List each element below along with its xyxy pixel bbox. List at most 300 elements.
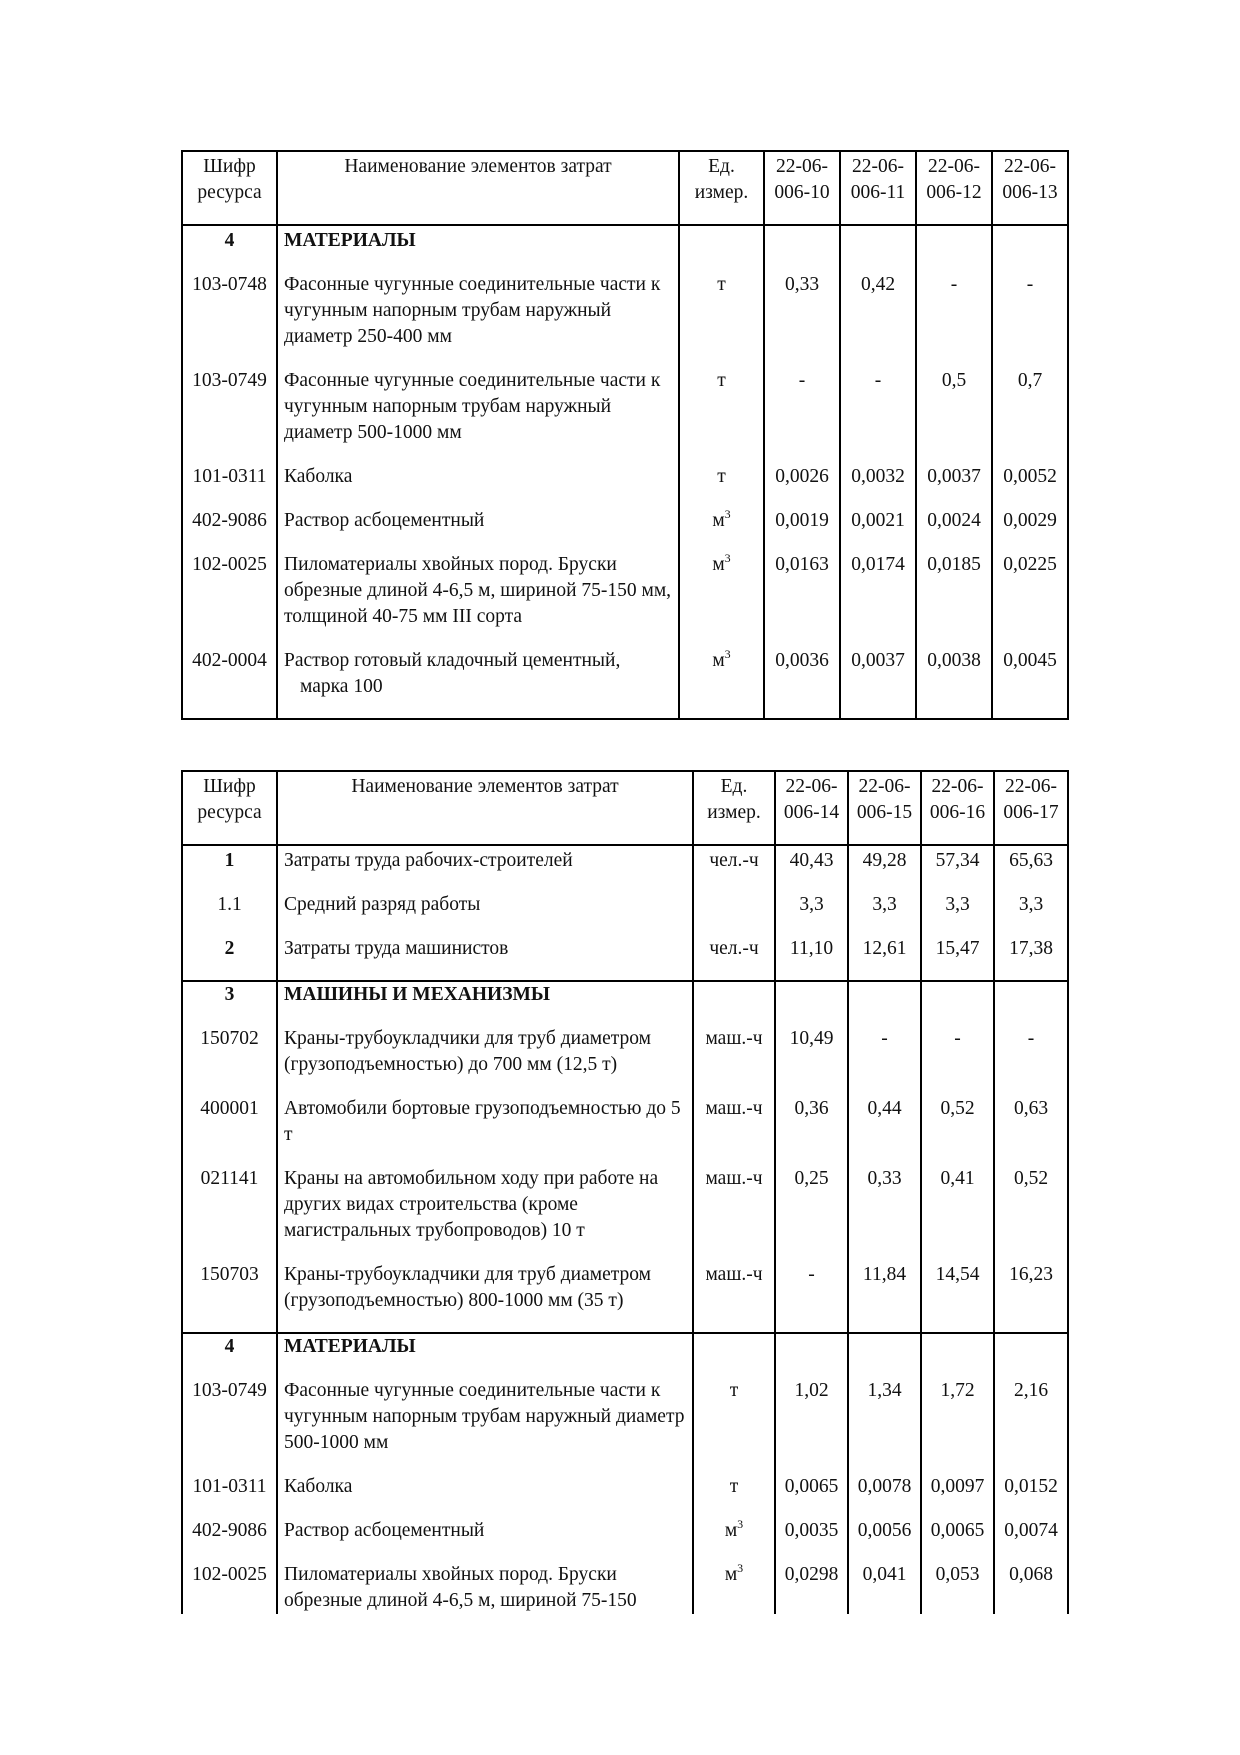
resource-code-text: 402-0004: [192, 650, 267, 671]
resource-code-text: 102-0025: [192, 554, 267, 575]
resource-name-text: Затраты труда машинистов: [284, 938, 509, 959]
header-row: [182, 151, 1068, 225]
norm-value-text: 12,61: [862, 938, 907, 959]
norm-value-text: 0,0056: [857, 1520, 912, 1541]
norm-value-text: -: [1027, 1028, 1035, 1049]
norm-value: [921, 892, 994, 936]
norm-value: [775, 1333, 848, 1378]
norm-value: [994, 1378, 1068, 1474]
norm-value-text: 16,23: [1009, 1264, 1053, 1285]
norm-value: [994, 892, 1068, 936]
resource-name: [277, 1026, 693, 1096]
norm-value: [916, 368, 992, 464]
norm-value: [992, 272, 1068, 368]
norm-value-text: 10,49: [789, 1028, 834, 1049]
norm-value-text: 0,0225: [1003, 554, 1057, 575]
resource-code: [182, 1562, 277, 1614]
norm-value-text: 0,0078: [857, 1476, 912, 1497]
unit-text: м: [712, 554, 725, 575]
resource-code: [182, 892, 277, 936]
norm-value: [775, 1026, 848, 1096]
resource-name-continued: марка 100: [300, 676, 383, 697]
resource-name: [277, 1166, 693, 1262]
resource-code-text: 101-0311: [192, 466, 267, 487]
resource-name-text: Фасонные чугунные соединительные части к чугунным напорным трубам наружный диаметр 500-1000 мм: [284, 370, 661, 443]
resource-code-text: 402-9086: [192, 1520, 267, 1541]
resource-name: [277, 552, 679, 648]
unit: [693, 1474, 775, 1518]
unit: [693, 1378, 775, 1474]
resource-code: [182, 648, 277, 719]
unit: [693, 845, 775, 892]
resource-name: [277, 845, 693, 892]
unit-text: м: [712, 650, 725, 671]
norm-value-text: -: [954, 1028, 961, 1049]
norm-value-text: 0,52: [940, 1098, 975, 1119]
table-body: [182, 225, 1068, 719]
unit: [693, 936, 775, 981]
resource-name-text: Краны-трубоукладчики для труб диаметром (грузоподъемностью) 800-1000 мм (35 т): [284, 1264, 651, 1311]
table-row: [182, 1026, 1068, 1096]
header-row: [182, 771, 1068, 845]
norm-value: [921, 1378, 994, 1474]
norm-value-text: 0,0021: [851, 510, 905, 531]
norm-value-text: 0,44: [867, 1098, 902, 1119]
norm-value: [992, 464, 1068, 508]
norm-value-text: 3,3: [799, 894, 824, 915]
table-row: [182, 1474, 1068, 1518]
table-row: [182, 648, 1068, 719]
norm-value-text: 3,3: [1018, 894, 1044, 915]
resource-name: [277, 1378, 693, 1474]
norm-value: [775, 1262, 848, 1333]
unit: [679, 508, 764, 552]
norm-value-text: 0,0152: [1004, 1476, 1058, 1497]
norm-value-text: -: [881, 1028, 888, 1049]
resource-code: [182, 508, 277, 552]
resource-code-text: 103-0749: [192, 370, 267, 391]
norm-value-text: -: [808, 1264, 815, 1285]
norm-value: [921, 1026, 994, 1096]
resource-code-text: 3: [224, 984, 235, 1005]
resource-name-text: Раствор готовый кладочный цементный,: [284, 650, 621, 671]
resource-code: [182, 936, 277, 981]
norm-value-text: 0,0026: [775, 466, 829, 487]
unit-text: т: [729, 1476, 739, 1497]
unit: [679, 368, 764, 464]
table-row: [182, 1562, 1068, 1614]
norm-value: [992, 552, 1068, 648]
resource-name-text: Пиломатериалы хвойных пород. Бруски обрезные длиной 4-6,5 м, шириной 75-150: [284, 1564, 637, 1611]
norm-value-text: 11,10: [789, 938, 834, 959]
norm-value-text: 0,0065: [784, 1476, 839, 1497]
norm-value-text: 0,42: [860, 274, 896, 295]
norm-value: [994, 1096, 1068, 1166]
norm-value: [992, 368, 1068, 464]
norm-value: [764, 464, 840, 508]
resource-name-text: Затраты труда рабочих-строителей: [284, 850, 573, 871]
norm-value-text: 0,7: [1017, 370, 1043, 391]
header-norm-code: 22-06-006-17: [994, 771, 1068, 845]
norm-value: [916, 225, 992, 272]
unit: [693, 1518, 775, 1562]
resource-name: [277, 464, 679, 508]
norm-value-text: 0,0298: [784, 1564, 839, 1585]
resource-code: [182, 225, 277, 272]
resource-name: [277, 1333, 693, 1378]
table-row: [182, 1096, 1068, 1166]
resource-code-text: 103-0748: [192, 274, 267, 295]
norm-value: [775, 845, 848, 892]
resource-name: [277, 981, 693, 1026]
norm-value: [992, 508, 1068, 552]
resource-name: [277, 508, 679, 552]
resource-code-text: 2: [224, 938, 235, 959]
norm-value: [764, 368, 840, 464]
norm-value-text: 0,0036: [775, 650, 829, 671]
norm-value: [916, 508, 992, 552]
table-row: [182, 1518, 1068, 1562]
norm-value: [775, 936, 848, 981]
resource-name: [277, 892, 693, 936]
resource-name-text: Краны-трубоукладчики для труб диаметром (грузоподъемностью) до 700 мм (12,5 т): [284, 1028, 651, 1075]
norm-value: [775, 892, 848, 936]
norm-value-text: 17,38: [1009, 938, 1053, 959]
resource-code: [182, 1333, 277, 1378]
resource-name-text: Раствор асбоцементный: [284, 510, 485, 531]
norm-value-text: 0,0024: [927, 510, 981, 531]
norm-value: [840, 225, 916, 272]
norm-value: [921, 936, 994, 981]
resource-name-text: Раствор асбоцементный: [284, 1520, 485, 1541]
resource-name: [277, 368, 679, 464]
norm-value: [921, 1562, 994, 1614]
norm-value: [840, 508, 916, 552]
norm-value-text: 0,0035: [784, 1520, 839, 1541]
norm-value-text: 1,34: [867, 1380, 902, 1401]
unit: [679, 464, 764, 508]
unit-text: чел.-ч: [709, 938, 759, 959]
resource-code: [182, 1166, 277, 1262]
resource-name: [277, 936, 693, 981]
unit: [693, 1562, 775, 1614]
resource-name: [277, 1096, 693, 1166]
norm-value: [994, 936, 1068, 981]
unit: [693, 1026, 775, 1096]
norm-value: [992, 225, 1068, 272]
norm-value: [775, 1562, 848, 1614]
resource-code: [182, 1026, 277, 1096]
resource-code: [182, 1262, 277, 1333]
unit-text: м: [724, 1564, 738, 1585]
resource-name: [277, 1518, 693, 1562]
norm-value: [764, 508, 840, 552]
resource-name-text: Каболка: [284, 1476, 353, 1497]
resource-code-text: 101-0311: [192, 1476, 267, 1497]
norm-value: [848, 1262, 921, 1333]
resource-name-text: Фасонные чугунные соединительные части к чугунным напорным трубам наружный диаметр 500-1000 мм: [284, 1380, 685, 1453]
norm-value: [916, 552, 992, 648]
norm-value-text: 0,041: [862, 1564, 907, 1585]
resource-name-text: Пиломатериалы хвойных пород. Бруски обрезные длиной 4-6,5 м, шириной 75-150 мм, толщиной 40-75 мм III сорта: [284, 554, 672, 627]
norm-value-text: 0,0038: [927, 650, 981, 671]
norm-value: [775, 1096, 848, 1166]
norm-value: [921, 1333, 994, 1378]
norm-value-text: 0,0052: [1003, 466, 1057, 487]
resource-name: [277, 1562, 693, 1614]
norm-value: [775, 981, 848, 1026]
unit-text: т: [717, 466, 726, 487]
norm-value: [921, 1166, 994, 1262]
resource-code-text: 4: [224, 1336, 235, 1357]
resource-code-text: 1.1: [217, 894, 242, 915]
norm-value-text: 0,0163: [775, 554, 829, 575]
resource-code-text: 021141: [200, 1168, 259, 1189]
norm-value: [994, 981, 1068, 1026]
unit-superscript: 3: [737, 1517, 744, 1531]
unit-text: т: [717, 370, 726, 391]
norm-value: [848, 892, 921, 936]
norm-value: [764, 225, 840, 272]
unit-text: т: [717, 274, 726, 295]
resource-code: [182, 552, 277, 648]
table-row: [182, 272, 1068, 368]
resource-code-text: 102-0025: [192, 1564, 267, 1585]
norm-value: [992, 648, 1068, 719]
unit: [679, 648, 764, 719]
resource-name: [277, 272, 679, 368]
unit: [693, 981, 775, 1026]
unit: [693, 1096, 775, 1166]
norm-value-text: 0,0032: [851, 466, 905, 487]
norm-value: [994, 1166, 1068, 1262]
resource-name-text: Средний разряд работы: [284, 894, 481, 915]
norm-value-text: 0,0019: [775, 510, 829, 531]
norm-value-text: 0,0037: [927, 466, 981, 487]
table-row: [182, 552, 1068, 648]
norm-value: [921, 845, 994, 892]
table-row: [182, 981, 1068, 1026]
norm-value-text: 1,72: [940, 1380, 975, 1401]
norm-value: [775, 1166, 848, 1262]
unit-superscript: 3: [724, 551, 731, 565]
table-row: [182, 464, 1068, 508]
unit-text: чел.-ч: [709, 850, 759, 871]
norm-value-text: 57,34: [935, 850, 980, 871]
unit: [679, 552, 764, 648]
norm-value: [840, 464, 916, 508]
resource-name-text: МАТЕРИАЛЫ: [284, 230, 416, 251]
table-row: [182, 845, 1068, 892]
resource-code-text: 1: [224, 850, 235, 871]
header-code: Шифр ресурса: [182, 151, 277, 225]
norm-value: [921, 1262, 994, 1333]
resource-name: [277, 225, 679, 272]
norm-value-text: 65,63: [1009, 850, 1053, 871]
norm-value: [994, 1262, 1068, 1333]
norm-value: [848, 845, 921, 892]
norm-value-text: -: [798, 370, 806, 391]
header-norm-code: 22-06-006-11: [840, 151, 916, 225]
norm-value: [921, 1518, 994, 1562]
unit-text: маш.-ч: [705, 1264, 763, 1285]
norm-value-text: 40,43: [789, 850, 834, 871]
header-unit: Ед. измер.: [693, 771, 775, 845]
norm-value: [848, 1026, 921, 1096]
table-row: [182, 892, 1068, 936]
resource-name-text: Автомобили бортовые грузоподъемностью до 5 т: [284, 1098, 681, 1145]
norm-value-text: 1,02: [794, 1380, 829, 1401]
norm-value: [916, 648, 992, 719]
norm-value: [848, 1333, 921, 1378]
resource-table-1: [181, 150, 1069, 720]
resource-code: [182, 272, 277, 368]
header-norm-code: 22-06-006-15: [848, 771, 921, 845]
norm-value-text: 0,33: [784, 274, 820, 295]
norm-value-text: -: [874, 370, 882, 391]
resource-code: [182, 1096, 277, 1166]
norm-value-text: 0,0045: [1003, 650, 1057, 671]
norm-value-text: -: [1026, 274, 1034, 295]
table-row: [182, 1378, 1068, 1474]
resource-code-text: 4: [224, 230, 235, 251]
unit-text: маш.-ч: [705, 1168, 763, 1189]
norm-value-text: 0,5: [941, 370, 967, 391]
header-norm-code: 22-06-006-12: [916, 151, 992, 225]
header-norm-code: 22-06-006-14: [775, 771, 848, 845]
resource-name-text: Фасонные чугунные соединительные части к чугунным напорным трубам наружный диаметр 250-400 мм: [284, 274, 661, 347]
table-row: [182, 225, 1068, 272]
unit: [693, 892, 775, 936]
resource-code: [182, 1378, 277, 1474]
norm-value: [994, 1333, 1068, 1378]
table-header: [182, 771, 1068, 845]
resource-name: [277, 1474, 693, 1518]
norm-value: [775, 1378, 848, 1474]
table-row: [182, 1333, 1068, 1378]
header-name: Наименование элементов затрат: [277, 771, 693, 845]
norm-value: [775, 1518, 848, 1562]
resource-name-text: МАТЕРИАЛЫ: [284, 1336, 416, 1357]
norm-value: [840, 552, 916, 648]
norm-value: [994, 1474, 1068, 1518]
unit-text: м: [712, 510, 725, 531]
resource-code: [182, 464, 277, 508]
resource-code-text: 150703: [200, 1264, 259, 1285]
norm-value-text: 0,25: [794, 1168, 829, 1189]
header-norm-code: 22-06-006-16: [921, 771, 994, 845]
norm-value-text: 0,0029: [1003, 510, 1057, 531]
norm-value-text: 14,54: [935, 1264, 980, 1285]
resource-name-text: МАШИНЫ И МЕХАНИЗМЫ: [284, 984, 551, 1005]
norm-value-text: 0,0074: [1004, 1520, 1058, 1541]
norm-value-text: -: [950, 274, 958, 295]
norm-value: [764, 552, 840, 648]
norm-value: [994, 1026, 1068, 1096]
resource-table-2: [181, 770, 1069, 1614]
norm-value: [764, 648, 840, 719]
header-norm-code: 22-06-006-10: [764, 151, 840, 225]
norm-value-text: 0,0185: [927, 554, 981, 575]
resource-code: [182, 845, 277, 892]
norm-value-text: 0,33: [867, 1168, 902, 1189]
resource-code: [182, 981, 277, 1026]
header-unit: Ед. измер.: [679, 151, 764, 225]
norm-value: [921, 981, 994, 1026]
norm-value: [921, 1474, 994, 1518]
norm-value-text: 0,068: [1009, 1564, 1053, 1585]
unit-text: м: [724, 1520, 738, 1541]
resource-code: [182, 368, 277, 464]
resource-code-text: 402-9086: [192, 510, 267, 531]
norm-value-text: 0,63: [1013, 1098, 1049, 1119]
norm-value-text: 0,36: [794, 1098, 829, 1119]
norm-value: [848, 1166, 921, 1262]
unit: [693, 1262, 775, 1333]
header-name: Наименование элементов затрат: [277, 151, 679, 225]
resource-code-text: 400001: [200, 1098, 259, 1119]
norm-value: [916, 272, 992, 368]
resource-name-text: Краны на автомобильном ходу при работе на других видах строительства (кроме магистральных трубопроводов) 10 т: [284, 1168, 659, 1241]
norm-value: [840, 368, 916, 464]
norm-value: [848, 1096, 921, 1166]
header-norm-code: 22-06-006-13: [992, 151, 1068, 225]
norm-value-text: 0,41: [940, 1168, 975, 1189]
norm-value-text: 0,053: [935, 1564, 980, 1585]
table-row: [182, 508, 1068, 552]
table-header: [182, 151, 1068, 225]
unit: [679, 225, 764, 272]
resource-code-text: 150702: [200, 1028, 259, 1049]
norm-value-text: 0,0097: [930, 1476, 985, 1497]
unit-text: маш.-ч: [705, 1028, 763, 1049]
resource-name: [277, 648, 679, 719]
norm-value-text: 3,3: [945, 894, 970, 915]
norm-value-text: 15,47: [935, 938, 980, 959]
norm-value: [848, 1562, 921, 1614]
unit-superscript: 3: [724, 647, 731, 661]
resource-name: [277, 1262, 693, 1333]
norm-value: [848, 936, 921, 981]
unit: [693, 1166, 775, 1262]
table-row: [182, 368, 1068, 464]
norm-value: [921, 1096, 994, 1166]
norm-value: [848, 981, 921, 1026]
norm-value-text: 2,16: [1013, 1380, 1049, 1401]
unit-superscript: 3: [737, 1561, 744, 1575]
norm-value-text: 3,3: [872, 894, 897, 915]
norm-value-text: 0,0174: [851, 554, 905, 575]
unit-superscript: 3: [724, 507, 731, 521]
norm-value: [994, 1518, 1068, 1562]
norm-value: [840, 272, 916, 368]
resource-name-text: Каболка: [284, 466, 353, 487]
table-row: [182, 936, 1068, 981]
table-row: [182, 1166, 1068, 1262]
resource-code-text: 103-0749: [192, 1380, 267, 1401]
table-body: [182, 845, 1068, 1614]
norm-value-text: 0,0037: [851, 650, 905, 671]
norm-value: [775, 1474, 848, 1518]
norm-value: [840, 648, 916, 719]
unit-text: т: [729, 1380, 739, 1401]
norm-value: [764, 272, 840, 368]
unit-text: маш.-ч: [705, 1098, 763, 1119]
unit: [693, 1333, 775, 1378]
norm-value: [848, 1378, 921, 1474]
resource-code: [182, 1518, 277, 1562]
norm-value: [848, 1474, 921, 1518]
